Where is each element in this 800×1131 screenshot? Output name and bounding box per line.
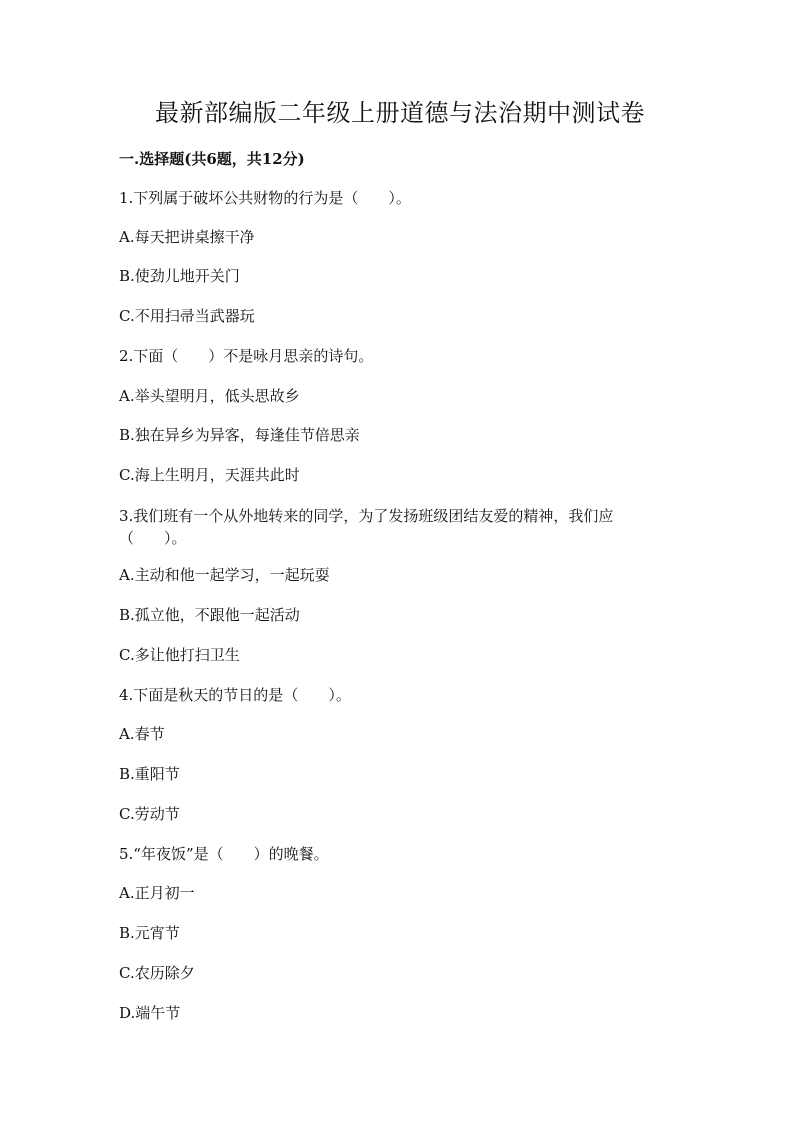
question-3-option-c: C.多让他打扫卫生 (119, 646, 240, 664)
question-2-option-c: C.海上生明月，天涯共此时 (119, 466, 300, 484)
question-5-stem: 5.“年夜饭”是（ ）的晚餐。 (119, 845, 329, 863)
question-5-option-d: D.端午节 (119, 1004, 181, 1022)
question-3-stem: 3.我们班有一个从外地转来的同学，为了发扬班级团结友爱的精神，我们应（ ）。 (119, 507, 614, 547)
question-1-stem: 1.下列属于破坏公共财物的行为是（ ）。 (119, 189, 411, 207)
question-2-option-a: A.举头望明月，低头思故乡 (119, 387, 300, 405)
question-1-option-a: A.每天把讲桌擦干净 (119, 228, 255, 246)
question-5-option-b: B.元宵节 (119, 924, 180, 942)
question-4-stem: 4.下面是秋天的节日的是（ ）。 (119, 686, 351, 704)
question-2-stem: 2.下面（ ）不是咏月思亲的诗句。 (119, 347, 374, 365)
page-title: 最新部编版二年级上册道德与法治期中测试卷 (155, 99, 645, 127)
question-4-option-c: C.劳动节 (119, 805, 180, 823)
section-header: 一.选择题(共6题，共12分) (119, 150, 305, 168)
question-2-option-b: B.独在异乡为异客，每逢佳节倍思亲 (119, 426, 360, 444)
question-1-option-c: C.不用扫帚当武器玩 (119, 307, 255, 325)
question-4-option-b: B.重阳节 (119, 765, 180, 783)
question-1-option-b: B.使劲儿地开关门 (119, 267, 240, 285)
question-5-option-a: A.正月初一 (119, 884, 195, 902)
question-5-option-c: C.农历除夕 (119, 964, 195, 982)
question-3-option-a: A.主动和他一起学习，一起玩耍 (119, 566, 330, 584)
question-4-option-a: A.春节 (119, 725, 165, 743)
question-3-option-b: B.孤立他，不跟他一起活动 (119, 606, 300, 624)
